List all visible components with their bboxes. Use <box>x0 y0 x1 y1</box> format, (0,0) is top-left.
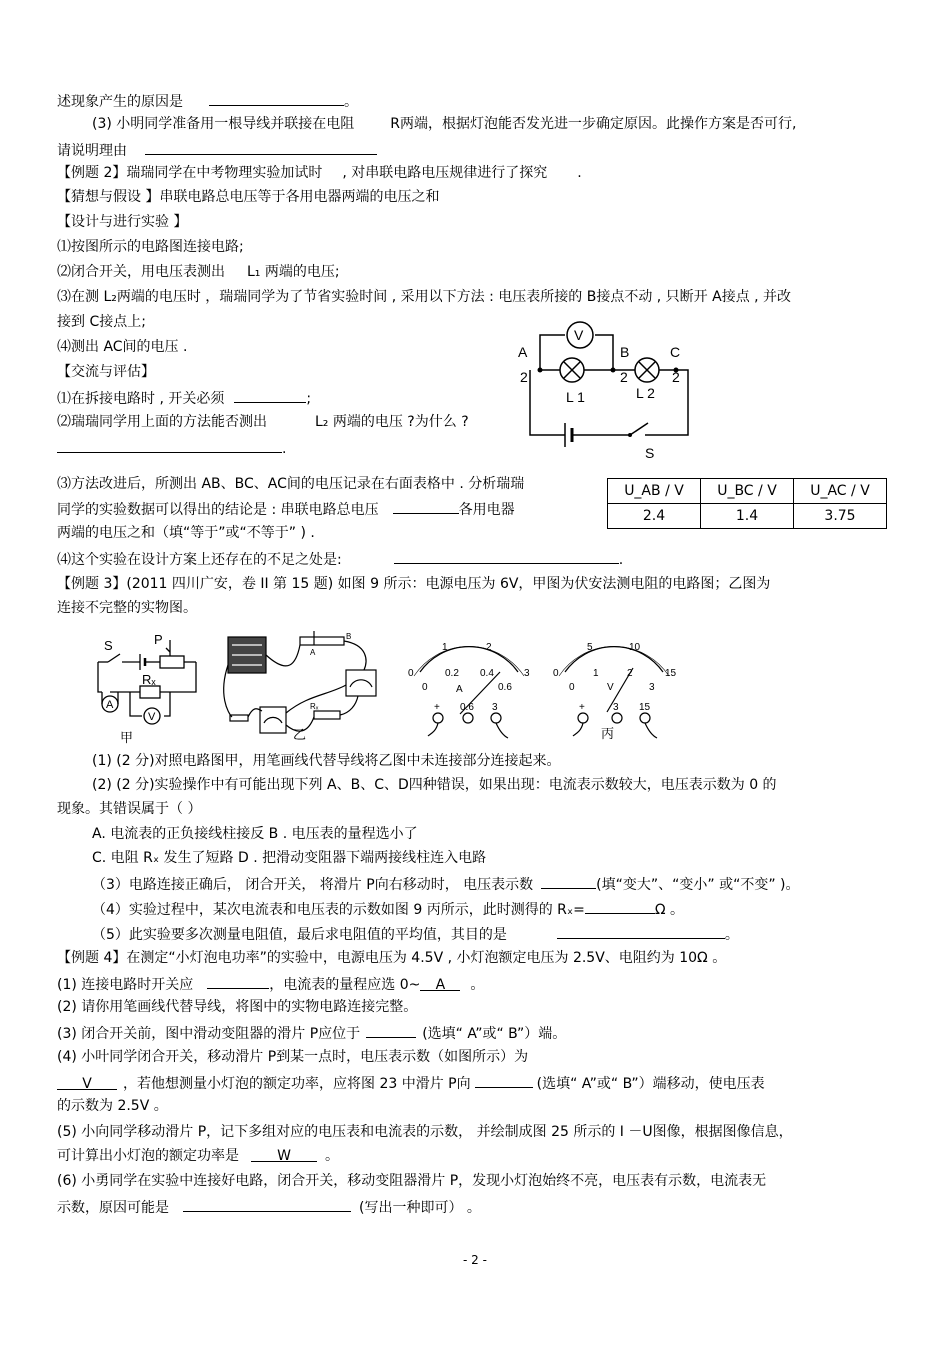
text-line: 接到 C接点上; <box>57 314 146 330</box>
lamp-l2-label: L 2 <box>636 385 655 401</box>
voltmeter-dial <box>545 632 680 744</box>
answer-blank[interactable] <box>393 499 459 514</box>
answer-blank[interactable] <box>541 874 596 889</box>
text-line: 可计算出小灯泡的额定功率是 W 。 <box>57 1148 339 1164</box>
text-line: 的示数为 2.5V 。 <box>57 1098 168 1114</box>
table-cell: 1.4 <box>701 504 794 529</box>
table-header: U_BC / V <box>701 479 794 504</box>
answer-blank[interactable] <box>207 974 269 989</box>
terminal-label: 3 <box>492 702 498 713</box>
scale-label: 15 <box>665 668 677 679</box>
figure-yi-label: 乙 <box>293 727 307 742</box>
scale-label: 0 <box>553 668 559 679</box>
text-line: （3）电路连接正确后， 闭合开关， 将滑片 P向右移动时， 电压表示数 (填“变大”、“变小” 或“不变” )。 <box>92 874 800 894</box>
scale-label: 2 <box>486 642 492 653</box>
text-line: 现象。其错误属于（ ） <box>57 801 202 817</box>
text-line: (6) 小勇同学在实验中连接好电路，闭合开关，移动变阻器滑片 P，发现小灯泡始终不亮，电压表有示数，电流表无 <box>57 1173 767 1189</box>
slider-label: P <box>154 632 163 647</box>
text-line: 连接不完整的实物图。 <box>57 600 197 616</box>
figure-yi-apparatus <box>218 625 388 743</box>
text-line: ⑶方法改进后，所测出 AB、BC、AC间的电压记录在右面表格中 . 分析瑞瑞 <box>57 476 525 492</box>
point-a-label: A <box>518 344 528 360</box>
text-line: 【设计与进行实验 】 <box>57 214 188 230</box>
ammeter-label: A <box>106 699 114 711</box>
answer-blank[interactable] <box>234 388 306 403</box>
switch-label: S <box>104 638 113 653</box>
text-line: 【例题 4】在测定“小灯泡电功率”的实验中，电源电压为 4.5V , 小灯泡额定电压为 2.5V、电阻约为 10Ω 。 <box>57 950 727 966</box>
answer-blank[interactable] <box>366 1023 416 1038</box>
voltage-table <box>607 478 887 529</box>
text-line: （4）实验过程中，某次电流表和电压表的示数如图 9 丙所示，此时测得的 Rₓ= Ω 。 <box>92 899 684 919</box>
terminal-label: 3 <box>613 702 619 713</box>
text-line: (4) 小叶同学闭合开关，移动滑片 P到某一点时，电压表示数（如图所示）为 <box>57 1049 529 1065</box>
scale-label: 1 <box>593 668 599 679</box>
text-line: ⑴按图所示的电路图连接电路; <box>57 239 244 255</box>
answer-blank[interactable] <box>394 549 619 564</box>
answer-blank[interactable] <box>183 1197 351 1212</box>
terminal-label: 2 <box>620 369 628 385</box>
text-line: 示数，原因可能是 (写出一种即可） 。 <box>57 1197 481 1217</box>
text-line: ⑷这个实验在设计方案上还存在的不足之处是: . <box>57 549 623 569</box>
series-circuit-diagram <box>510 320 725 465</box>
text-line: 述现象产生的原因是 。 <box>57 91 358 111</box>
text-line: 【交流与评估】 <box>57 364 155 380</box>
text-line: (5) 小向同学移动滑片 P，记下多组对应的电压表和电流表的示数， 并绘制成图 25 所示的 I －U图像，根据图像信息， <box>57 1124 793 1140</box>
text-line: C. 电阻 Rₓ 发生了短路 D . 把滑动变阻器下端两接线柱连入电路 <box>92 850 487 866</box>
text-line: (2) 请你用笔画线代替导线，将图中的实物电路连接完整。 <box>57 999 418 1015</box>
text-line: (3) 小明同学准备用一根导线并联接在电阻 R两端，根据灯泡能否发光进一步确定原因。此操作方案是否可行, <box>92 116 797 132</box>
scale-label: 3 <box>524 668 530 679</box>
point-b-label: B <box>620 344 630 360</box>
table-header: U_AC / V <box>794 479 887 504</box>
scale-label: 1 <box>442 642 448 653</box>
text-line: (1) 连接电路时开关应 ，电流表的量程应选 0~ A 。 <box>57 974 484 994</box>
terminal-label: 15 <box>639 702 651 713</box>
figure-jia-schematic <box>90 632 210 744</box>
text-line: ⑷测出 AC间的电压 . <box>57 339 188 355</box>
answer-blank[interactable] <box>209 91 344 106</box>
text-line: ⑵瑞瑞同学用上面的方法能否测出 L₂ 两端的电压 ?为什么 ? <box>57 414 469 430</box>
scale-label: 5 <box>587 642 593 653</box>
text-line: （5）此实验要多次测量电阻值，最后求电阻值的平均值，其目的是 。 <box>92 924 739 944</box>
answer-blank[interactable] <box>475 1073 533 1088</box>
answer-blank[interactable] <box>557 924 725 939</box>
text-line: (3) 闭合开关前，图中滑动变阻器的滑片 P应位于 (选填“ A”或“ B”）端。 <box>57 1023 566 1043</box>
voltmeter-label: V <box>607 682 614 693</box>
voltmeter-label: V <box>574 327 584 343</box>
scale-label: 0 <box>569 682 575 693</box>
figure-jia-label: 甲 <box>120 730 134 744</box>
text-line: 请说明理由 <box>57 140 377 160</box>
table-header: U_AB / V <box>608 479 701 504</box>
text-line: ⑴在拆接电路时 , 开关必须 ; <box>57 388 311 408</box>
terminal-label: 2 <box>520 369 528 385</box>
scale-label: 0.2 <box>445 668 459 679</box>
answer-blank[interactable] <box>585 899 655 914</box>
answer-blank[interactable] <box>145 140 377 155</box>
terminal-label: 0.6 <box>460 702 474 713</box>
switch-label: S <box>645 445 655 461</box>
page-number: - 2 - <box>463 1253 487 1267</box>
scale-label: 3 <box>649 682 655 693</box>
terminal-a-label: A <box>310 648 316 657</box>
resistor-label: Rₓ <box>310 702 319 711</box>
text-line: ⑵闭合开关，用电压表测出 L₁ 两端的电压; <box>57 264 340 280</box>
text-line: ⑶在测 L₂两端的电压时 ，瑞瑞同学为了节省实验时间 , 采用以下方法 : 电压表所接的 B接点不动 , 只断开 A接点 , 并改 <box>57 289 792 305</box>
point-c-label: C <box>670 344 681 360</box>
ammeter-dial <box>400 632 535 742</box>
table-cell: 2.4 <box>608 504 701 529</box>
resistor-label: Rₓ <box>142 672 156 687</box>
text-line: 同学的实验数据可以得出的结论是 : 串联电路总电压 各用电器 <box>57 499 515 519</box>
text-line: V ，若他想测量小灯泡的额定功率，应将图 23 中滑片 P向 (选填“ A”或“ B”）端移动，使电压表 <box>57 1073 765 1093</box>
text-line: . <box>57 438 286 458</box>
scale-label: 0 <box>422 682 428 693</box>
text-line: 【例题 2】瑞瑞同学在中考物理实验加试时 , 对串联电路电压规律进行了探究 . <box>57 165 582 181</box>
terminal-label: 2 <box>672 369 680 385</box>
text-line: 两端的电压之和（填“等于”或“不等于” ) . <box>57 525 315 541</box>
table-cell: 3.75 <box>794 504 887 529</box>
text-line: (2) (2 分)实验操作中有可能出现下列 A、B、C、D四种错误，如果出现：电流表示数较大，电压表示数为 0 的 <box>92 777 777 793</box>
scale-label: 10 <box>629 642 641 653</box>
terminal-b-label: B <box>346 632 352 641</box>
answer-blank[interactable] <box>57 438 282 453</box>
lamp-l1-label: L 1 <box>566 389 585 405</box>
text-line: 【例题 3】(2011 四川广安，卷 II 第 15 题) 如图 9 所示：电源电压为 6V，甲图为伏安法测电阻的电路图；乙图为 <box>57 576 771 592</box>
scale-label: + <box>434 702 440 713</box>
voltmeter-label: V <box>148 711 156 723</box>
ammeter-label: A <box>456 684 463 695</box>
text-line: (1) (2 分)对照电路图甲，用笔画线代替导线将乙图中未连接部分连接起来。 <box>92 753 561 769</box>
scale-label: 0.6 <box>498 682 512 693</box>
scale-label: 2 <box>627 668 633 679</box>
scale-label: 0.4 <box>480 668 494 679</box>
figure-bing-label: 丙 <box>601 726 615 741</box>
text-line: 【猜想与假设 】串联电路总电压等于各用电器两端的电压之和 <box>57 189 440 205</box>
scale-label: 0 <box>408 668 414 679</box>
text-line: A. 电流表的正负接线柱接反 B . 电压表的量程选小了 <box>92 826 418 842</box>
scale-label: + <box>579 702 585 713</box>
